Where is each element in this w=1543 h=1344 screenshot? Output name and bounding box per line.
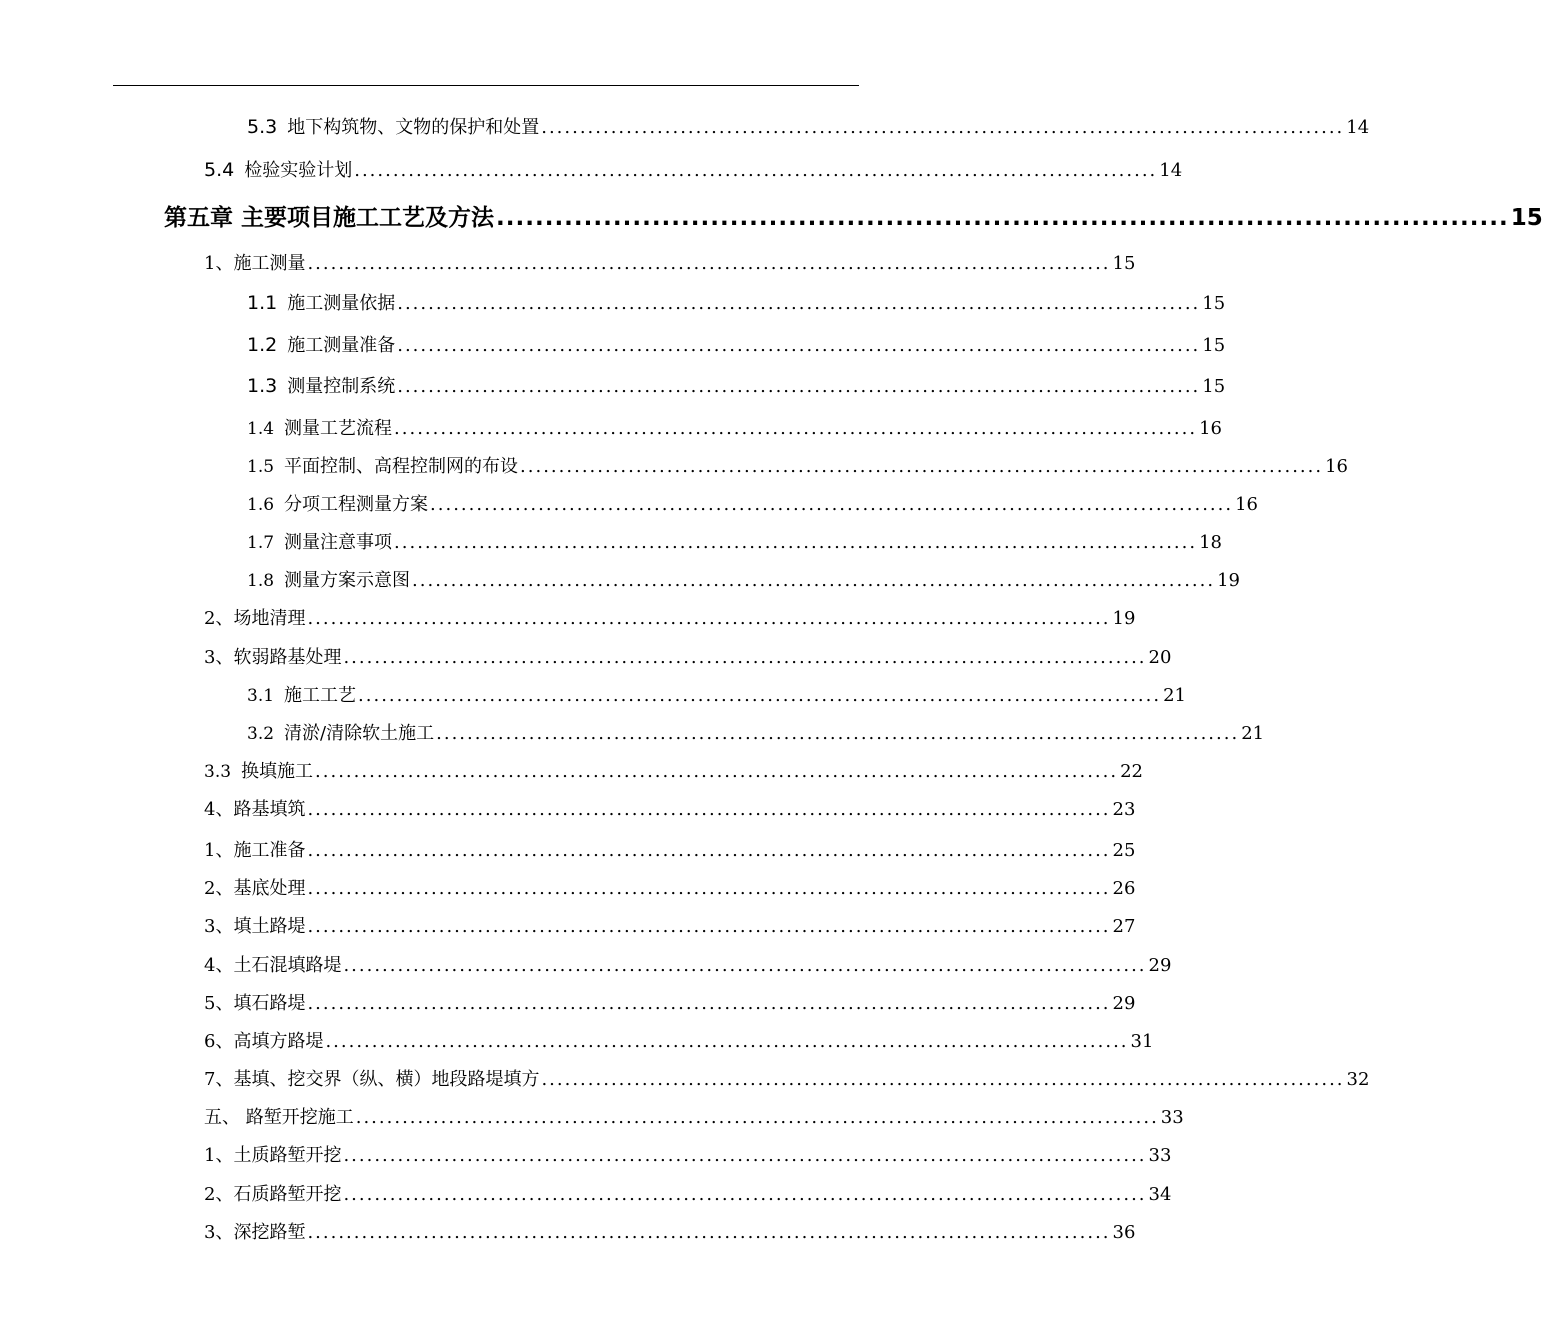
- toc-entry-page: 16: [1325, 456, 1349, 477]
- toc-entry-title: 5、填石路堤: [204, 993, 306, 1014]
- toc-entry-title: 2、场地清理: [204, 608, 306, 629]
- toc-entry-1-7[interactable]: [247, 528, 1223, 554]
- toc-dot-leader: ........................................................................................................: [541, 117, 1345, 138]
- toc-entry-4-1[interactable]: [204, 836, 1136, 862]
- toc-entry-page: 14: [1346, 117, 1370, 138]
- toc-entry-1-6[interactable]: [247, 490, 1259, 516]
- toc-entry-page: 21: [1241, 723, 1265, 744]
- toc-entry-title: 2、基底处理: [204, 878, 306, 899]
- toc-entry-number: 1.6: [247, 495, 275, 515]
- toc-entry-title: 1、土质路堑开挖: [204, 1145, 342, 1166]
- toc-dot-leader: ........................................................................................................: [343, 647, 1147, 668]
- toc-entry-title: 6、高填方路堤: [204, 1031, 324, 1052]
- toc-entry-4[interactable]: [204, 795, 1136, 821]
- toc-entry-page: 20: [1148, 647, 1172, 668]
- toc-entry-number: 3.3: [204, 762, 232, 782]
- toc-dot-leader: ........................................................................................................: [394, 532, 1198, 553]
- toc-entry-2[interactable]: [204, 604, 1136, 630]
- toc-entry-3-3[interactable]: [204, 757, 1144, 783]
- toc-entry-number: 1.5: [247, 457, 275, 477]
- toc-entry-title: 测量注意事项: [284, 532, 393, 553]
- toc-entry-page: 29: [1112, 993, 1136, 1014]
- toc-entry-page: 27: [1112, 916, 1136, 937]
- toc-entry-5-3b[interactable]: [204, 1218, 1136, 1244]
- toc-entry-page: 29: [1148, 955, 1172, 976]
- toc-dot-leader: ........................................................................................................: [343, 955, 1147, 976]
- toc-dot-leader: ........................................................................................................: [397, 293, 1201, 314]
- toc-dot-leader: ........................................................................................................: [307, 916, 1111, 937]
- toc-dot-leader: ........................................................................................................: [412, 570, 1216, 591]
- toc-dot-leader: ........................................................................................................: [430, 494, 1234, 515]
- toc-entry-title: 检验实验计划: [244, 160, 353, 181]
- toc-dot-leader: ........................................................................................................: [397, 335, 1201, 356]
- toc-entry-number: 1.4: [247, 419, 275, 439]
- toc-dot-leader: ........................................................................................................: [520, 456, 1324, 477]
- toc-entry-page: 16: [1235, 494, 1259, 515]
- toc-dot-leader: ........................................................................................................: [343, 1145, 1147, 1166]
- toc-entry-title: 3、填土路堤: [204, 916, 306, 937]
- toc-entry-1-8[interactable]: [247, 566, 1241, 592]
- toc-entry-number: 5.4: [204, 159, 235, 181]
- toc-entry-title: 测量方案示意图: [284, 570, 411, 591]
- toc-entry-title: 4、土石混填路堤: [204, 955, 342, 976]
- toc-entry-page: 19: [1217, 570, 1241, 591]
- toc-entry-page: 15: [1202, 293, 1226, 314]
- toc-entry-page: 21: [1163, 685, 1187, 706]
- toc-entry-page: 26: [1112, 878, 1136, 899]
- toc-entry-title: 地下构筑物、文物的保护和处置: [287, 117, 540, 138]
- toc-entry-1-2[interactable]: [247, 331, 1226, 357]
- toc-dot-leader: ........................................................................................................: [307, 608, 1111, 629]
- toc-entry-title: 第五章 主要项目施工工艺及方法: [164, 205, 495, 231]
- toc-entry-1-4[interactable]: [247, 414, 1223, 440]
- toc-entry-title: 1、施工测量: [204, 253, 306, 274]
- header-rule: [113, 85, 859, 86]
- toc-entry-4-7[interactable]: [204, 1065, 1370, 1091]
- toc-dot-leader: ........................................................................................................: [343, 1184, 1147, 1205]
- toc-entry-3[interactable]: [204, 643, 1172, 669]
- toc-entry-section-5[interactable]: [204, 1103, 1184, 1129]
- toc-entry-page: 22: [1120, 761, 1144, 782]
- toc-dot-leader: ........................................................................................................: [325, 1031, 1129, 1052]
- toc-dot-leader: ........................................................................................................: [315, 761, 1119, 782]
- toc-entry-title: 施工测量准备: [287, 335, 396, 356]
- toc-entry-title: 施工测量依据: [287, 293, 396, 314]
- toc-entry-page: 31: [1130, 1031, 1154, 1052]
- toc-dot-leader: ........................................................................................................: [307, 993, 1111, 1014]
- toc-entry-title: 4、路基填筑: [204, 799, 306, 820]
- toc-entry-page: 18: [1199, 532, 1223, 553]
- toc-entry-4-2[interactable]: [204, 874, 1136, 900]
- toc-entry-5-1[interactable]: [204, 1141, 1172, 1167]
- toc-dot-leader: ........................................................................................................: [496, 205, 1509, 231]
- toc-entry-3-2[interactable]: [247, 719, 1265, 745]
- toc-entry-1-5[interactable]: [247, 452, 1349, 478]
- toc-dot-leader: ........................................................................................................: [394, 418, 1198, 439]
- toc-entry-1-3[interactable]: [247, 372, 1226, 398]
- toc-entry-page: 33: [1160, 1107, 1184, 1128]
- toc-entry-title: 分项工程测量方案: [284, 494, 429, 515]
- toc-entry-page: 15: [1510, 205, 1543, 231]
- toc-entry-title: 平面控制、高程控制网的布设: [284, 456, 519, 477]
- toc-entry-number: 3.2: [247, 724, 275, 744]
- toc-entry-title: 清淤/清除软土施工: [284, 723, 435, 744]
- toc-dot-leader: ........................................................................................................: [355, 1107, 1159, 1128]
- toc-entry-title: 测量控制系统: [287, 376, 396, 397]
- toc-entry-4-4[interactable]: [204, 951, 1172, 977]
- toc-entry-title: 测量工艺流程: [284, 418, 393, 439]
- toc-entry-4-6[interactable]: [204, 1027, 1154, 1053]
- toc-entry-page: 33: [1148, 1145, 1172, 1166]
- toc-dot-leader: ........................................................................................................: [541, 1069, 1345, 1090]
- toc-entry-number: 1.2: [247, 334, 278, 356]
- toc-dot-leader: ........................................................................................................: [307, 799, 1111, 820]
- toc-dot-leader: ........................................................................................................: [307, 1222, 1111, 1243]
- toc-entry-page: 16: [1199, 418, 1223, 439]
- toc-dot-leader: ........................................................................................................: [307, 253, 1111, 274]
- toc-dot-leader: ........................................................................................................: [397, 376, 1201, 397]
- toc-entry-title: 五、 路堑开挖施工: [204, 1107, 354, 1128]
- toc-entry-page: 36: [1112, 1222, 1136, 1243]
- toc-entry-page: 23: [1112, 799, 1136, 820]
- toc-entry-page: 15: [1202, 335, 1226, 356]
- toc-dot-leader: ........................................................................................................: [307, 878, 1111, 899]
- toc-entry-page: 15: [1202, 376, 1226, 397]
- toc-dot-leader: ........................................................................................................: [358, 685, 1162, 706]
- toc-entry-page: 14: [1159, 160, 1183, 181]
- toc-entry-title: 施工工艺: [284, 685, 357, 706]
- toc-entry-page: 34: [1148, 1184, 1172, 1205]
- toc-dot-leader: ........................................................................................................: [436, 723, 1240, 744]
- toc-entry-chapter-5[interactable]: [164, 199, 1543, 232]
- toc-entry-number: 5.3: [247, 116, 278, 138]
- toc-entry-4-5[interactable]: [204, 989, 1136, 1015]
- toc-entry-1[interactable]: [204, 249, 1136, 275]
- toc-entry-5-3[interactable]: [247, 113, 1370, 139]
- toc-dot-leader: ........................................................................................................: [307, 840, 1111, 861]
- toc-entry-title: 1、施工准备: [204, 840, 306, 861]
- toc-entry-title: 3、深挖路堑: [204, 1222, 306, 1243]
- toc-entry-page: 19: [1112, 608, 1136, 629]
- toc-entry-number: 1.7: [247, 533, 275, 553]
- toc-entry-1-1[interactable]: [247, 289, 1226, 315]
- toc-entry-title: 3、软弱路基处理: [204, 647, 342, 668]
- toc-entry-number: 3.1: [247, 686, 275, 706]
- toc-entry-title: 2、石质路堑开挖: [204, 1184, 342, 1205]
- toc-entry-number: 1.8: [247, 571, 275, 591]
- toc-dot-leader: ........................................................................................................: [354, 160, 1158, 181]
- toc-entry-page: 15: [1112, 253, 1136, 274]
- toc-entry-page: 32: [1346, 1069, 1370, 1090]
- toc-entry-4-3[interactable]: [204, 912, 1136, 938]
- toc-entry-number: 1.1: [247, 292, 278, 314]
- toc-entry-3-1[interactable]: [247, 681, 1187, 707]
- toc-entry-page: 25: [1112, 840, 1136, 861]
- toc-entry-title: 7、基填、挖交界（纵、横）地段路堤填方: [204, 1069, 540, 1090]
- toc-entry-title: 换填施工: [241, 761, 314, 782]
- toc-entry-number: 1.3: [247, 375, 278, 397]
- toc-entry-5-4[interactable]: [204, 156, 1183, 182]
- toc-entry-5-2[interactable]: [204, 1180, 1172, 1206]
